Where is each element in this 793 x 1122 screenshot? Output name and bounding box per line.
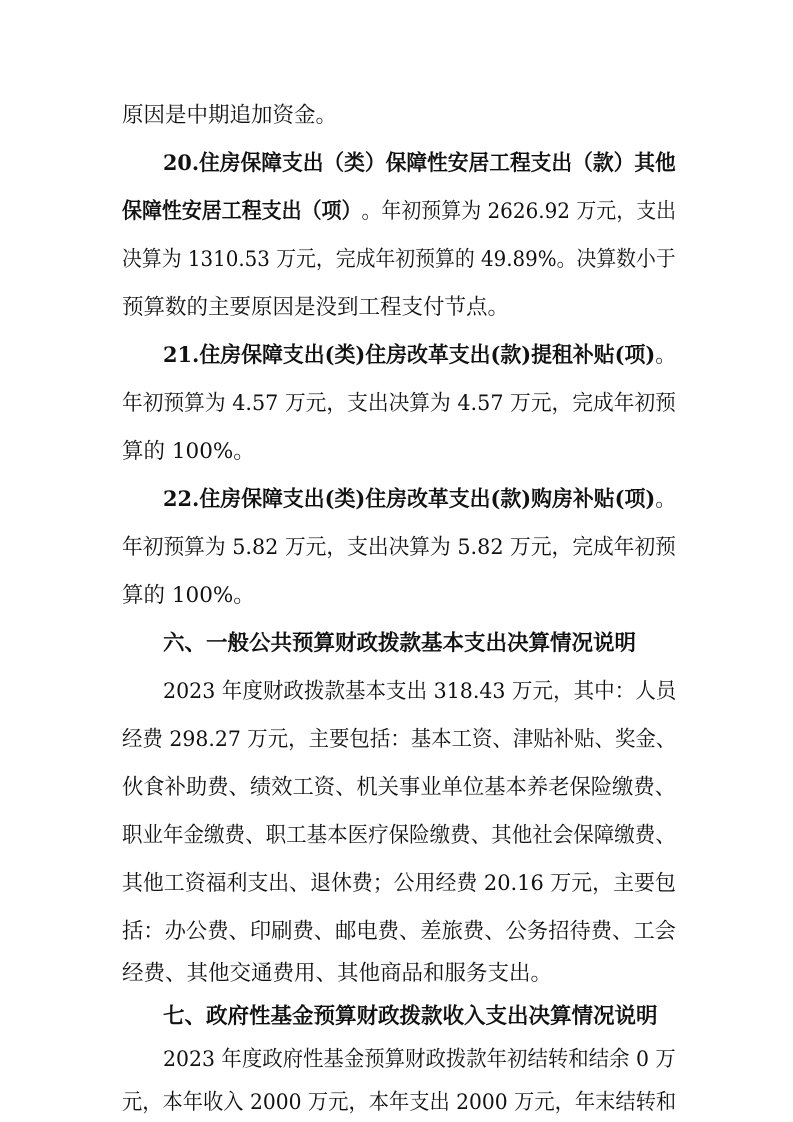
paragraph-line: 年初预算为 5.82 万元，支出决算为 5.82 万元，完成年初预 [122, 535, 676, 560]
paragraph-line: 保障性安居工程支出（项） 。年初预算为 2626.92 万元，支出 [122, 199, 677, 224]
paragraph-line: 算的 100%。 [122, 439, 255, 464]
paragraph-line: 2023 年度财政拨款基本支出 318.43 万元，其中：人员 [163, 679, 677, 704]
paragraph-line: 决算为 1310.53 万元，完成年初预算的 49.89%。决算数小于 [122, 247, 676, 272]
paragraph-line: 年初预算为 4.57 万元，支出决算为 4.57 万元，完成年初预 [122, 391, 676, 416]
paragraph-line: 算的 100%。 [122, 583, 255, 608]
section-heading-21: 21.住房保障支出(类)住房改革支出(款)提租补贴(项)。 [163, 343, 677, 368]
paragraph-line: 元，本年收入 2000 万元，本年支出 2000 万元，年末结转和 [122, 1090, 677, 1115]
paragraph-line: 伙食补助费、绩效工资、机关事业单位基本养老保险缴费、 [122, 775, 676, 800]
paragraph-line: 经费 298.27 万元，主要包括：基本工资、津贴补贴、奖金、 [122, 727, 677, 752]
paragraph-line: 其他工资福利支出、退休费；公用经费 20.16 万元，主要包 [122, 871, 676, 896]
section-heading-20: 20.住房保障支出（类）保障性安居工程支出（款）其他 [163, 151, 676, 176]
paragraph-line: 预算数的主要原因是没到工程支付节点。 [122, 295, 510, 320]
paragraph-line: 职业年金缴费、职工基本医疗保险缴费、其他社会保障缴费、 [122, 823, 676, 848]
paragraph-line: 经费、其他交通费用、其他商品和服务支出。 [122, 961, 553, 986]
section-heading-7: 七、政府性基金预算财政拨款收入支出决算情况说明 [163, 1004, 658, 1029]
section-heading-22: 22.住房保障支出(类)住房改革支出(款)购房补贴(项)。 [163, 487, 677, 512]
paragraph-line: 原因是中期追加资金。 [122, 103, 338, 128]
paragraph-line: 2023 年度政府性基金预算财政拨款年初结转和结余 0 万 [163, 1047, 676, 1072]
paragraph-line: 括：办公费、印刷费、邮电费、差旅费、公务招待费、工会 [122, 919, 676, 944]
section-heading-6: 六、一般公共预算财政拨款基本支出决算情况说明 [163, 631, 637, 656]
